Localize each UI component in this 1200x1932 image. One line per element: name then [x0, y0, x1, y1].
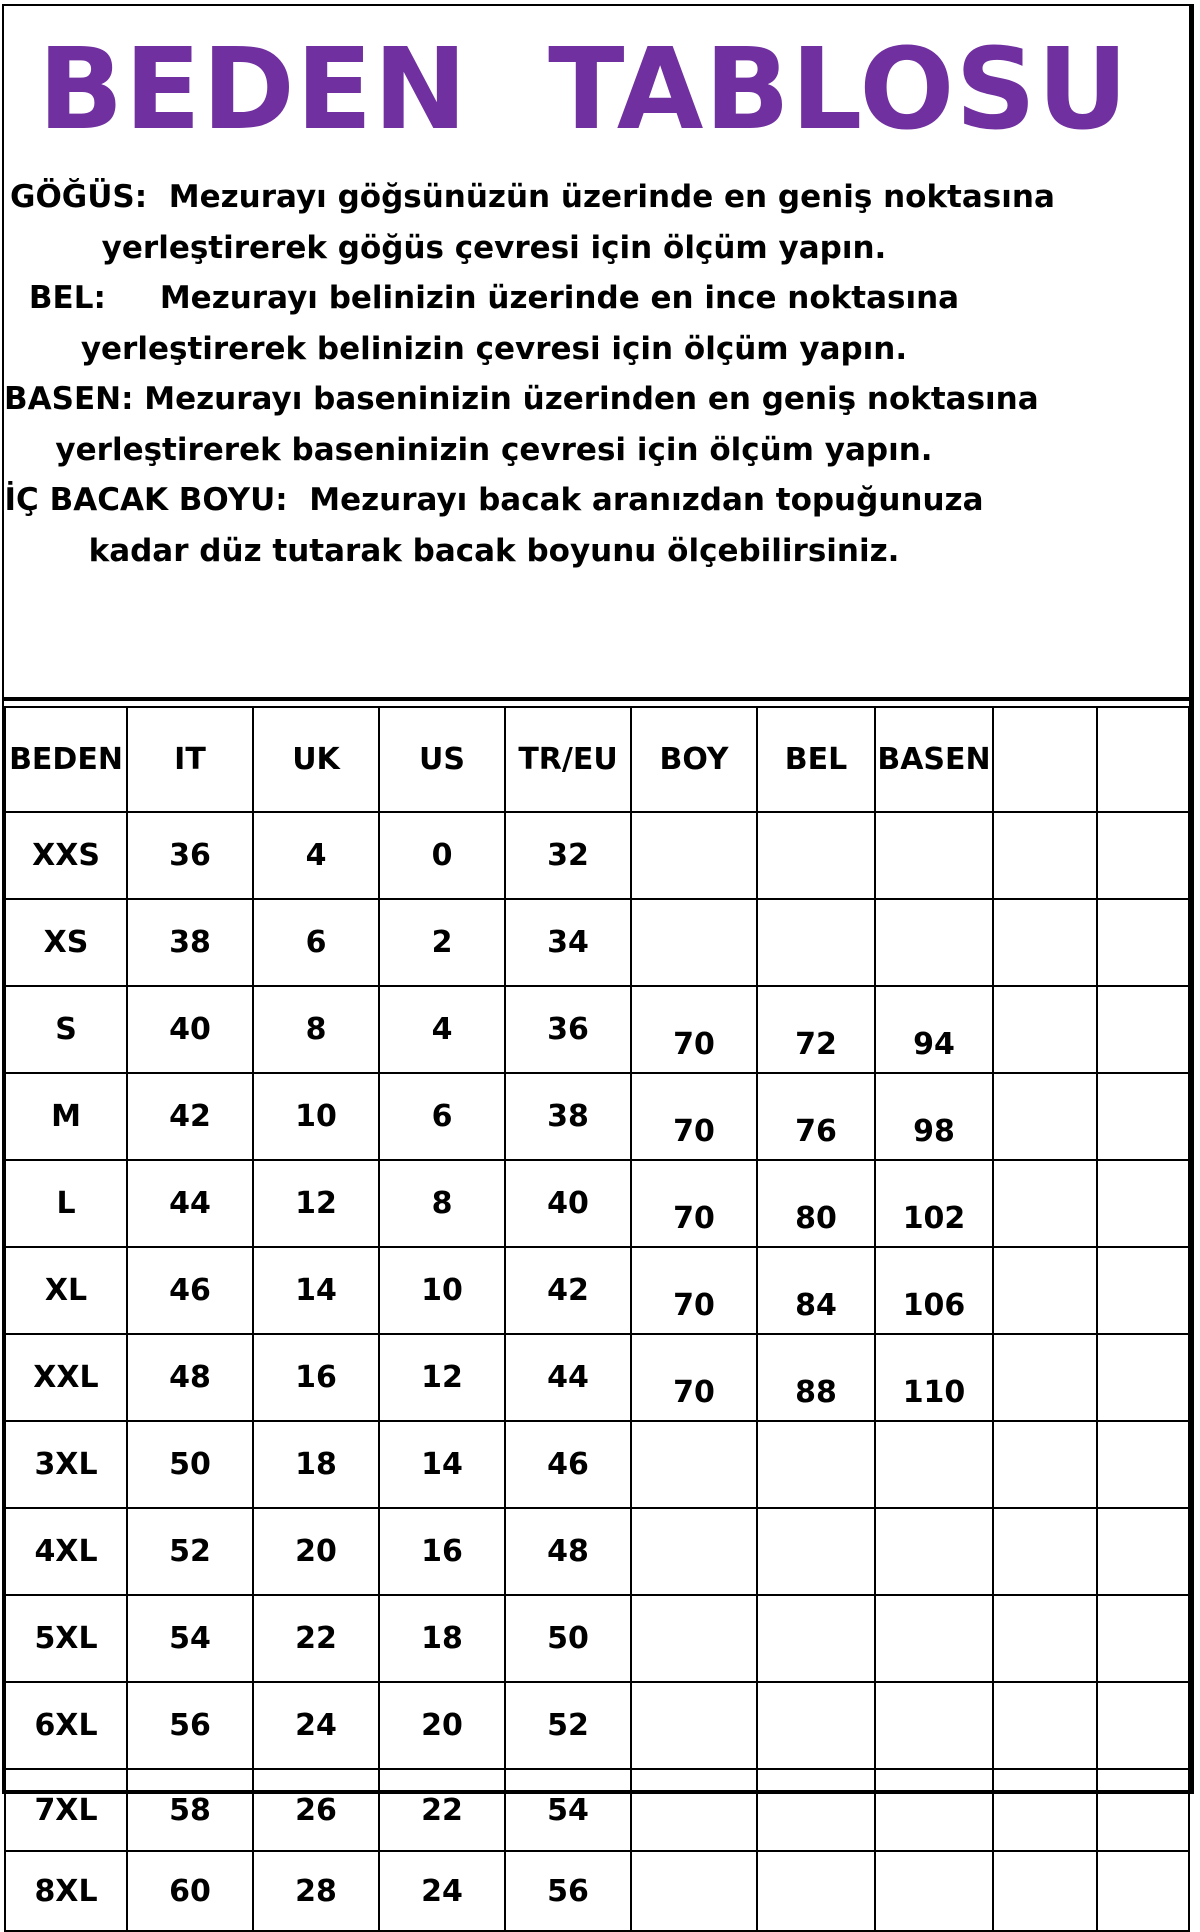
- cell-beden: XL: [5, 1247, 127, 1334]
- cell-tr-eu: 50: [505, 1595, 631, 1682]
- cell-basen: [875, 1421, 993, 1508]
- cell-uk: 12: [253, 1160, 379, 1247]
- cell-boy: [631, 812, 757, 899]
- column-header-boy: BOY: [631, 707, 757, 812]
- instruction-line: kadar düz tutarak bacak boyunu ölçebilirsiniz.: [88, 532, 900, 569]
- cell-bel: [757, 1421, 875, 1508]
- cell-boy: [631, 1421, 757, 1508]
- instruction-line: yerleştirerek belinizin çevresi için ölçüm yapın.: [80, 330, 908, 367]
- cell-extra-1: [993, 1334, 1097, 1421]
- cell-us: 18: [379, 1595, 505, 1682]
- cell-basen: [875, 1769, 993, 1851]
- measurement-instructions: [4, 172, 1055, 576]
- column-header-us: US: [379, 707, 505, 812]
- cell-basen: [875, 1508, 993, 1595]
- cell-bel: 76: [757, 1073, 875, 1160]
- column-header-uk: UK: [253, 707, 379, 812]
- cell-us: 6: [379, 1073, 505, 1160]
- cell-uk: 24: [253, 1682, 379, 1769]
- cell-uk: 18: [253, 1421, 379, 1508]
- cell-boy: [631, 1769, 757, 1851]
- cell-basen: [875, 812, 993, 899]
- cell-basen: [875, 1851, 993, 1931]
- cell-boy: 70: [631, 1334, 757, 1421]
- cell-tr-eu: 52: [505, 1682, 631, 1769]
- cell-basen: 102: [875, 1160, 993, 1247]
- cell-bel: 88: [757, 1334, 875, 1421]
- table-row: [5, 1247, 1189, 1334]
- cell-uk: 20: [253, 1508, 379, 1595]
- cell-uk: 26: [253, 1769, 379, 1851]
- table-row: [5, 986, 1189, 1073]
- table-row: [5, 1595, 1189, 1682]
- page-title: BEDEN TABLOSU: [38, 25, 1130, 155]
- column-header-it: IT: [127, 707, 253, 812]
- cell-tr-eu: 54: [505, 1769, 631, 1851]
- cell-us: 0: [379, 812, 505, 899]
- table-row: [5, 1334, 1189, 1421]
- cell-tr-eu: 40: [505, 1160, 631, 1247]
- column-header-empty: [1097, 707, 1189, 812]
- cell-extra-1: [993, 1073, 1097, 1160]
- column-header-basen: BASEN: [875, 707, 993, 812]
- cell-beden: 3XL: [5, 1421, 127, 1508]
- cell-basen: [875, 1682, 993, 1769]
- cell-beden: M: [5, 1073, 127, 1160]
- cell-boy: [631, 1595, 757, 1682]
- cell-beden: 8XL: [5, 1851, 127, 1931]
- cell-tr-eu: 44: [505, 1334, 631, 1421]
- cell-extra-2: [1097, 986, 1189, 1073]
- cell-us: 22: [379, 1769, 505, 1851]
- cell-extra-2: [1097, 1851, 1189, 1931]
- cell-extra-2: [1097, 1508, 1189, 1595]
- table-row: [5, 1160, 1189, 1247]
- cell-extra-1: [993, 1421, 1097, 1508]
- table-row: [5, 1682, 1189, 1769]
- cell-it: 56: [127, 1682, 253, 1769]
- cell-it: 42: [127, 1073, 253, 1160]
- size-table: [4, 706, 1190, 1932]
- table-row: [5, 812, 1189, 899]
- cell-it: 38: [127, 899, 253, 986]
- cell-extra-2: [1097, 1421, 1189, 1508]
- cell-extra-1: [993, 1595, 1097, 1682]
- cell-uk: 16: [253, 1334, 379, 1421]
- cell-extra-1: [993, 899, 1097, 986]
- cell-extra-2: [1097, 812, 1189, 899]
- column-header-empty: [993, 707, 1097, 812]
- cell-us: 20: [379, 1682, 505, 1769]
- table-row: [5, 1508, 1189, 1595]
- cell-uk: 14: [253, 1247, 379, 1334]
- column-header-tr-eu: TR/EU: [505, 707, 631, 812]
- cell-extra-1: [993, 986, 1097, 1073]
- cell-bel: [757, 1508, 875, 1595]
- table-row: [5, 1421, 1189, 1508]
- cell-bel: [757, 1682, 875, 1769]
- cell-extra-1: [993, 1851, 1097, 1931]
- table-row: [5, 1073, 1189, 1160]
- cell-tr-eu: 38: [505, 1073, 631, 1160]
- cell-extra-1: [993, 1682, 1097, 1769]
- cell-uk: 8: [253, 986, 379, 1073]
- cell-beden: XXL: [5, 1334, 127, 1421]
- cell-us: 16: [379, 1508, 505, 1595]
- cell-extra-1: [993, 1247, 1097, 1334]
- cell-beden: 4XL: [5, 1508, 127, 1595]
- cell-extra-2: [1097, 1334, 1189, 1421]
- instruction-line: BEL: Mezurayı belinizin üzerinde en ince noktasına: [28, 280, 960, 316]
- cell-it: 50: [127, 1421, 253, 1508]
- cell-boy: 70: [631, 1247, 757, 1334]
- cell-extra-1: [993, 1160, 1097, 1247]
- cell-us: 12: [379, 1334, 505, 1421]
- cell-extra-2: [1097, 1769, 1189, 1851]
- cell-extra-1: [993, 1508, 1097, 1595]
- cell-extra-2: [1097, 1247, 1189, 1334]
- cell-beden: XXS: [5, 812, 127, 899]
- cell-it: 60: [127, 1851, 253, 1931]
- cell-beden: XS: [5, 899, 127, 986]
- instruction-line: İÇ BACAK BOYU: Mezurayı bacak aranızdan topuğunuza: [4, 482, 984, 518]
- table-row: [5, 1769, 1189, 1851]
- cell-boy: [631, 1682, 757, 1769]
- cell-boy: [631, 1508, 757, 1595]
- cell-boy: [631, 1851, 757, 1931]
- cell-basen: [875, 1595, 993, 1682]
- cell-extra-2: [1097, 1073, 1189, 1160]
- cell-uk: 6: [253, 899, 379, 986]
- cell-uk: 4: [253, 812, 379, 899]
- cell-it: 48: [127, 1334, 253, 1421]
- instruction-line: yerleştirerek göğüs çevresi için ölçüm yapın.: [101, 229, 887, 266]
- cell-basen: 110: [875, 1334, 993, 1421]
- column-header-beden: BEDEN: [5, 707, 127, 812]
- cell-bel: [757, 812, 875, 899]
- cell-uk: 28: [253, 1851, 379, 1931]
- instruction-line: BASEN: Mezurayı baseninizin üzerinden en geniş noktasına: [4, 381, 1039, 417]
- table-body: [5, 812, 1189, 1931]
- cell-beden: 7XL: [5, 1769, 127, 1851]
- cell-us: 14: [379, 1421, 505, 1508]
- cell-extra-1: [993, 812, 1097, 899]
- cell-tr-eu: 32: [505, 812, 631, 899]
- cell-uk: 22: [253, 1595, 379, 1682]
- cell-it: 58: [127, 1769, 253, 1851]
- cell-it: 52: [127, 1508, 253, 1595]
- column-header-bel: BEL: [757, 707, 875, 812]
- cell-extra-2: [1097, 899, 1189, 986]
- section-divider: [2, 697, 1194, 701]
- cell-uk: 10: [253, 1073, 379, 1160]
- cell-tr-eu: 36: [505, 986, 631, 1073]
- cell-extra-2: [1097, 1160, 1189, 1247]
- cell-us: 4: [379, 986, 505, 1073]
- cell-basen: 94: [875, 986, 993, 1073]
- cell-tr-eu: 34: [505, 899, 631, 986]
- cell-bel: [757, 1595, 875, 1682]
- cell-tr-eu: 56: [505, 1851, 631, 1931]
- cell-basen: 98: [875, 1073, 993, 1160]
- table-header-row: [5, 707, 1189, 812]
- cell-extra-1: [993, 1769, 1097, 1851]
- cell-boy: 70: [631, 1160, 757, 1247]
- cell-tr-eu: 48: [505, 1508, 631, 1595]
- instruction-line: yerleştirerek baseninizin çevresi için ölçüm yapın.: [55, 431, 933, 468]
- cell-basen: [875, 899, 993, 986]
- cell-it: 36: [127, 812, 253, 899]
- cell-it: 44: [127, 1160, 253, 1247]
- cell-bel: 72: [757, 986, 875, 1073]
- cell-bel: 80: [757, 1160, 875, 1247]
- cell-bel: [757, 1769, 875, 1851]
- cell-us: 24: [379, 1851, 505, 1931]
- cell-extra-2: [1097, 1682, 1189, 1769]
- cell-bel: 84: [757, 1247, 875, 1334]
- instruction-line: GÖĞÜS: Mezurayı göğsünüzün üzerinde en geniş noktasına: [10, 179, 1055, 215]
- cell-tr-eu: 46: [505, 1421, 631, 1508]
- cell-beden: S: [5, 986, 127, 1073]
- cell-basen: 106: [875, 1247, 993, 1334]
- cell-beden: 5XL: [5, 1595, 127, 1682]
- table-row: [5, 899, 1189, 986]
- cell-beden: L: [5, 1160, 127, 1247]
- cell-it: 40: [127, 986, 253, 1073]
- cell-it: 46: [127, 1247, 253, 1334]
- cell-bel: [757, 1851, 875, 1931]
- cell-bel: [757, 899, 875, 986]
- cell-beden: 6XL: [5, 1682, 127, 1769]
- cell-boy: 70: [631, 1073, 757, 1160]
- cell-us: 10: [379, 1247, 505, 1334]
- cell-us: 2: [379, 899, 505, 986]
- cell-us: 8: [379, 1160, 505, 1247]
- cell-boy: 70: [631, 986, 757, 1073]
- cell-extra-2: [1097, 1595, 1189, 1682]
- table-row: [5, 1851, 1189, 1931]
- cell-tr-eu: 42: [505, 1247, 631, 1334]
- cell-it: 54: [127, 1595, 253, 1682]
- cell-boy: [631, 899, 757, 986]
